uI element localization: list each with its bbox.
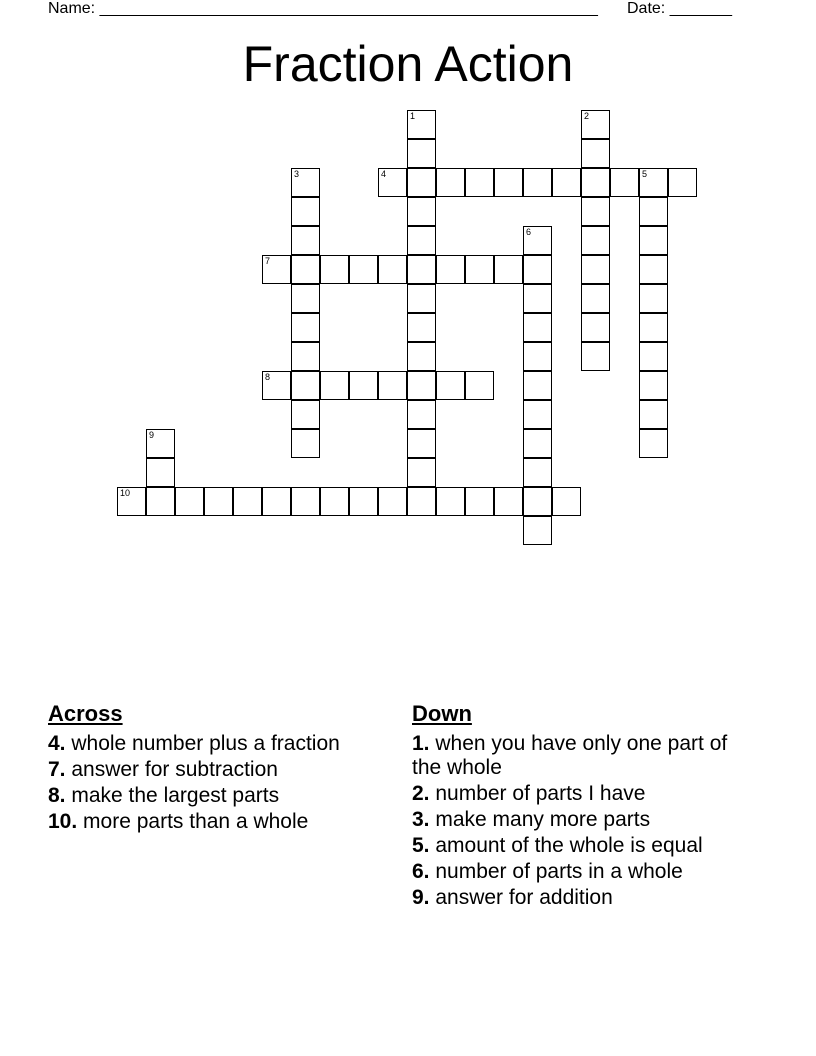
crossword-cell[interactable] <box>581 255 610 284</box>
clue-number: 6 <box>526 227 532 237</box>
crossword-cell[interactable] <box>581 313 610 342</box>
crossword-cell[interactable] <box>436 168 465 197</box>
crossword-cell[interactable] <box>378 255 407 284</box>
crossword-cell[interactable] <box>320 487 349 516</box>
clue-num: 4. <box>48 732 66 755</box>
crossword-cell[interactable] <box>407 342 436 371</box>
clue-text: number of parts in a whole <box>429 860 683 883</box>
crossword-cell[interactable] <box>581 226 610 255</box>
crossword-cell[interactable] <box>581 342 610 371</box>
down-clue <box>412 886 742 910</box>
down-clue <box>412 732 742 780</box>
crossword-cell[interactable] <box>639 168 668 197</box>
crossword-cell[interactable] <box>523 458 552 487</box>
crossword-cell[interactable] <box>291 487 320 516</box>
crossword-cell[interactable] <box>581 168 610 197</box>
clue-number: 1 <box>410 111 416 121</box>
crossword-cell[interactable] <box>639 400 668 429</box>
puzzle-title: Fraction Action <box>242 36 574 92</box>
crossword-cell[interactable] <box>407 226 436 255</box>
crossword-cell[interactable] <box>291 197 320 226</box>
crossword-cell[interactable] <box>581 284 610 313</box>
crossword-cell[interactable] <box>407 458 436 487</box>
across-clue <box>48 784 348 808</box>
crossword-cell[interactable] <box>465 487 494 516</box>
across-clue <box>48 758 348 782</box>
crossword-cell[interactable] <box>262 371 291 400</box>
crossword-cell[interactable] <box>291 255 320 284</box>
clue-number: 7 <box>265 256 271 266</box>
crossword-cell[interactable] <box>204 487 233 516</box>
crossword-cell[interactable] <box>494 487 523 516</box>
crossword-cell[interactable] <box>494 255 523 284</box>
clue-text: whole number plus a fraction <box>65 732 340 755</box>
crossword-cell[interactable] <box>465 168 494 197</box>
crossword-cell[interactable] <box>378 168 407 197</box>
crossword-cell[interactable] <box>407 313 436 342</box>
clue-text: answer for addition <box>429 886 613 909</box>
clue-number: 8 <box>265 372 271 382</box>
crossword-cell[interactable] <box>407 110 436 139</box>
crossword-cell[interactable] <box>407 168 436 197</box>
crossword-cell[interactable] <box>291 226 320 255</box>
down-clue <box>412 808 742 832</box>
crossword-cell[interactable] <box>320 371 349 400</box>
down-clue <box>412 834 742 858</box>
crossword-cell[interactable] <box>407 197 436 226</box>
crossword-cell[interactable] <box>639 313 668 342</box>
clue-num: 9. <box>412 886 430 909</box>
crossword-cell[interactable] <box>407 139 436 168</box>
clue-text: when you have only one part of the whole <box>412 732 728 779</box>
date-field[interactable]: Date: _______ <box>627 0 732 17</box>
clue-number: 10 <box>120 488 131 498</box>
crossword-cell[interactable] <box>581 139 610 168</box>
across-clue <box>48 732 348 756</box>
crossword-cell[interactable] <box>668 168 697 197</box>
crossword-cell[interactable] <box>291 400 320 429</box>
crossword-cell[interactable] <box>407 400 436 429</box>
across-clue <box>48 810 348 834</box>
crossword-cell[interactable] <box>117 487 146 516</box>
down-clues <box>412 700 742 912</box>
clue-text: number of parts I have <box>429 782 646 805</box>
clue-num: 7. <box>48 758 66 781</box>
crossword-cell[interactable] <box>291 168 320 197</box>
crossword-cell[interactable] <box>523 400 552 429</box>
clue-num: 5. <box>412 834 430 857</box>
crossword-cell[interactable] <box>523 371 552 400</box>
crossword-cell[interactable] <box>407 429 436 458</box>
clue-num: 3. <box>412 808 430 831</box>
clue-num: 10. <box>48 810 78 833</box>
crossword-cell[interactable] <box>320 255 349 284</box>
clue-number: 5 <box>642 169 648 179</box>
crossword-cell[interactable] <box>639 284 668 313</box>
crossword-cell[interactable] <box>581 110 610 139</box>
clue-text: make many more parts <box>429 808 651 831</box>
crossword-cell[interactable] <box>465 255 494 284</box>
crossword-cell[interactable] <box>494 168 523 197</box>
crossword-cell[interactable] <box>349 255 378 284</box>
crossword-cell[interactable] <box>233 487 262 516</box>
crossword-cell[interactable] <box>523 313 552 342</box>
down-heading: Down <box>412 701 472 726</box>
crossword-cell[interactable] <box>523 168 552 197</box>
clue-number: 9 <box>149 430 155 440</box>
crossword-cell[interactable] <box>407 284 436 313</box>
crossword-cell[interactable] <box>639 226 668 255</box>
crossword-cell[interactable] <box>436 255 465 284</box>
crossword-cell[interactable] <box>378 487 407 516</box>
crossword-cell[interactable] <box>639 255 668 284</box>
clue-text: make the largest parts <box>65 784 280 807</box>
clue-num: 6. <box>412 860 430 883</box>
crossword-cell[interactable] <box>581 197 610 226</box>
crossword-cell[interactable] <box>291 284 320 313</box>
crossword-cell[interactable] <box>407 487 436 516</box>
crossword-cell[interactable] <box>639 197 668 226</box>
crossword-cell[interactable] <box>436 371 465 400</box>
crossword-cell[interactable] <box>465 371 494 400</box>
clue-text: answer for subtraction <box>65 758 278 781</box>
crossword-cell[interactable] <box>523 516 552 545</box>
crossword-cell[interactable] <box>262 487 291 516</box>
crossword-cell[interactable] <box>291 371 320 400</box>
clue-number: 4 <box>381 169 387 179</box>
crossword-cell[interactable] <box>291 342 320 371</box>
down-clue <box>412 860 742 884</box>
crossword-cell[interactable] <box>146 458 175 487</box>
crossword-cell[interactable] <box>146 487 175 516</box>
crossword-cell[interactable] <box>349 371 378 400</box>
crossword-cell[interactable] <box>349 487 378 516</box>
crossword-cell[interactable] <box>639 429 668 458</box>
crossword-cell[interactable] <box>523 429 552 458</box>
down-clue <box>412 782 742 806</box>
crossword-cell[interactable] <box>639 342 668 371</box>
clue-num: 2. <box>412 782 430 805</box>
crossword-cell[interactable] <box>291 429 320 458</box>
crossword-cell[interactable] <box>407 255 436 284</box>
crossword-cell[interactable] <box>436 487 465 516</box>
clue-number: 2 <box>584 111 590 121</box>
across-clues <box>48 700 348 836</box>
crossword-cell[interactable] <box>552 487 581 516</box>
crossword-cell[interactable] <box>523 342 552 371</box>
crossword-cell[interactable] <box>378 371 407 400</box>
crossword-cell[interactable] <box>523 255 552 284</box>
crossword-cell[interactable] <box>552 168 581 197</box>
crossword-cell[interactable] <box>291 313 320 342</box>
clue-num: 1. <box>412 732 430 755</box>
clue-num: 8. <box>48 784 66 807</box>
crossword-cell[interactable] <box>523 226 552 255</box>
crossword-cell[interactable] <box>639 371 668 400</box>
crossword-cell[interactable] <box>523 487 552 516</box>
name-field[interactable]: Name: ________________________________________________________ <box>48 0 598 17</box>
clue-number: 3 <box>294 169 300 179</box>
crossword-cell[interactable] <box>610 168 639 197</box>
crossword-cell[interactable] <box>175 487 204 516</box>
clue-text: amount of the whole is equal <box>429 834 703 857</box>
clue-text: more parts than a whole <box>77 810 309 833</box>
crossword-cell[interactable] <box>523 284 552 313</box>
crossword-cell[interactable] <box>262 255 291 284</box>
crossword-cell[interactable] <box>146 429 175 458</box>
crossword-cell[interactable] <box>407 371 436 400</box>
across-heading: Across <box>48 701 123 726</box>
